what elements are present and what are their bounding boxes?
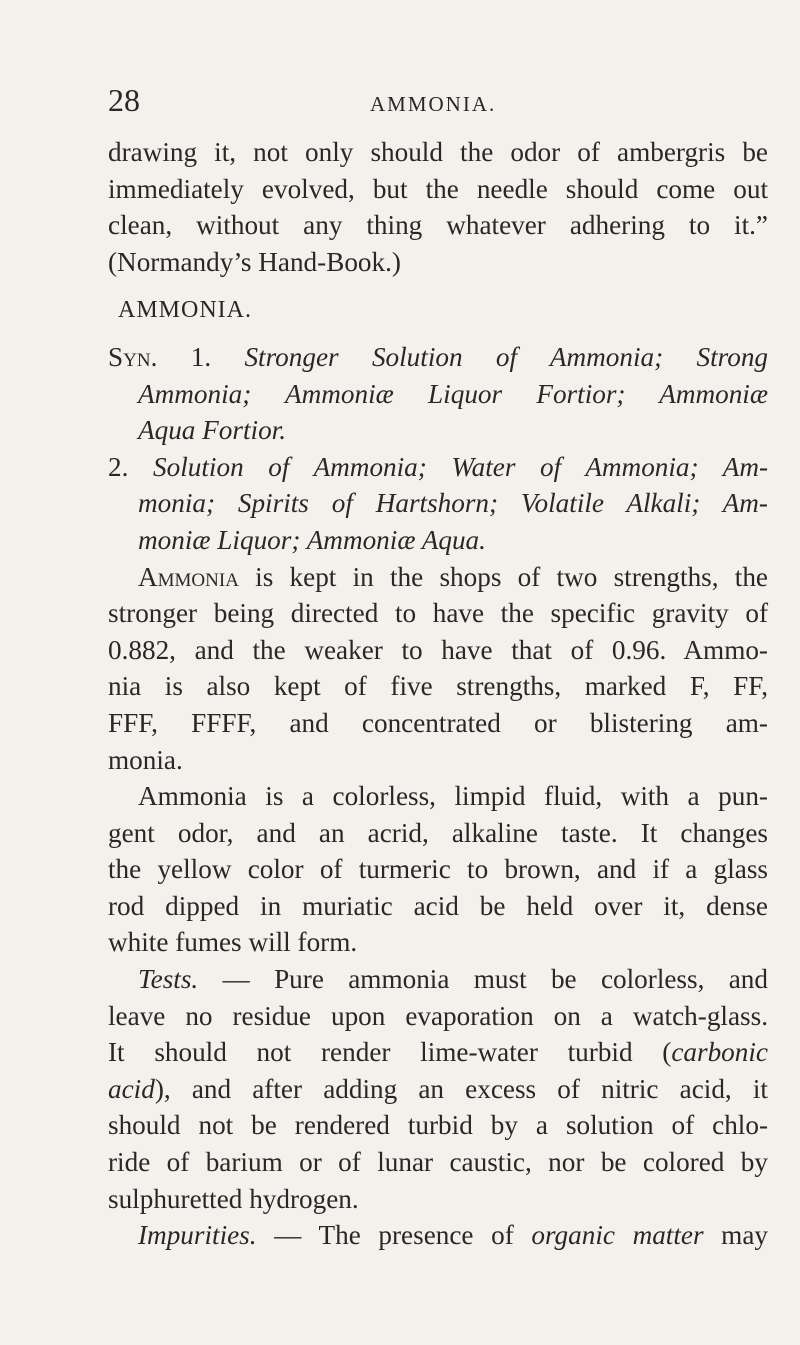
paragraph-impurities: [108, 1217, 768, 1254]
synonym-text: Solution of Ammonia; Water of Ammonia; Am-: [153, 451, 769, 482]
text-fragment: organic matter: [531, 1220, 704, 1251]
page-body: [108, 134, 768, 1254]
text-line: leave no residue upon evaporation on a watch-glass.: [108, 1000, 768, 1031]
text-line: 0.882, and the weaker to have that of 0.96. Ammo-: [108, 634, 768, 665]
synonym-number: 1.: [190, 341, 212, 372]
text-line: gent odor, and an acrid, alkaline taste. It changes: [108, 817, 768, 848]
text-fragment: carbonic: [671, 1037, 768, 1068]
paragraph-tests: [108, 961, 768, 1217]
text-line: nia is also kept of five strengths, marked F, FF,: [108, 671, 768, 702]
page-number: 28: [108, 82, 140, 118]
quote-continuation: [108, 134, 768, 280]
synonym-number: 2.: [108, 451, 129, 482]
text-fragment: is kept in the shops of two strengths, the: [238, 561, 768, 592]
synonym-text: Stronger Solution of Ammonia; Strong: [244, 341, 769, 372]
synonyms-block: [108, 339, 768, 559]
paragraph-label: Tests.: [138, 964, 199, 995]
text-line: monia.: [108, 744, 183, 775]
paragraph-properties: [108, 778, 768, 961]
text-line: immediately evolved, but the needle should come out: [108, 173, 768, 204]
text-line: Ammonia is a colorless, limpid fluid, with a pun-: [138, 781, 768, 812]
running-head: AMMONIA.: [370, 92, 497, 116]
text-fragment: acid: [108, 1073, 155, 1104]
text-fragment: may: [703, 1220, 768, 1251]
text-line: FFF, FFFF, and concentrated or blistering am-: [108, 707, 768, 738]
text-line: ride of barium or of lunar caustic, nor be colored by: [108, 1147, 768, 1178]
text-line: drawing it, not only should the odor of ambergris be: [108, 137, 768, 167]
text-line: rod dipped in muriatic acid be held over it, dense: [108, 890, 768, 921]
synonym-text: monia; Spirits of Hartshorn; Volatile Alkali; Am-: [138, 488, 768, 519]
paragraph-strengths: [108, 559, 768, 779]
synonyms-label: Syn.: [108, 341, 158, 372]
text-line: should not be rendered turbid by a solution of chlo-: [108, 1110, 768, 1141]
synonym-text: Aqua Fortior.: [138, 415, 287, 446]
text-fragment: — The presence of: [256, 1220, 532, 1251]
text-line: (Normandy’s Hand-Book.): [108, 246, 401, 277]
text-fragment: ), and after adding an excess of nitric acid, it: [154, 1073, 768, 1104]
synonym-text: Ammonia; Ammoniæ Liquor Fortior; Ammoniæ: [138, 378, 768, 409]
text-line: stronger being directed to have the specific gravity of: [108, 598, 768, 629]
text-line: clean, without any thing whatever adhering to it.”: [108, 210, 768, 241]
text-fragment: It should not render lime-water turbid (: [108, 1037, 672, 1068]
synonym-text: moniæ Liquor; Ammoniæ Aqua.: [138, 524, 486, 555]
paragraph-lead: Ammonia: [138, 561, 239, 592]
text-line: sulphuretted hydrogen.: [108, 1183, 359, 1214]
section-title: AMMONIA.: [118, 297, 252, 324]
text-line: the yellow color of turmeric to brown, and if a glass: [108, 854, 768, 885]
text-line: white fumes will form.: [108, 927, 358, 958]
text-fragment: — Pure ammonia must be colorless, and: [198, 964, 768, 995]
paragraph-label: Impurities.: [138, 1220, 257, 1251]
page-header: [108, 80, 768, 120]
